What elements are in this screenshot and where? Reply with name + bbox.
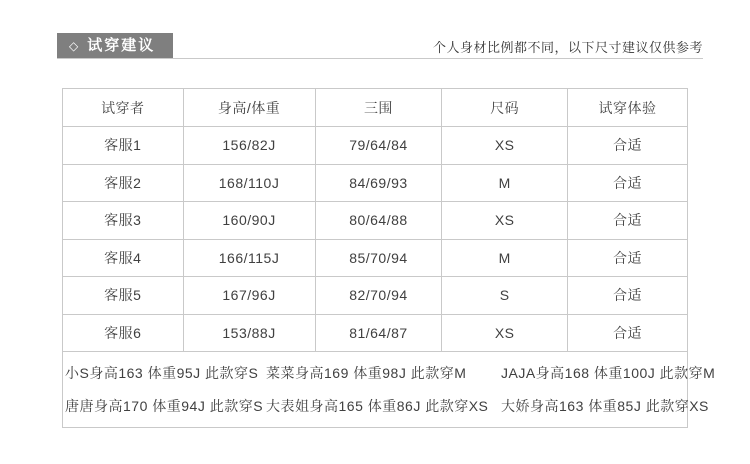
cell-height-weight: 166/115J (183, 239, 315, 277)
cell-tester: 客服5 (63, 277, 184, 315)
cell-size: XS (442, 314, 568, 352)
cell-height-weight: 160/90J (183, 202, 315, 240)
header-row (63, 89, 688, 127)
fit-advice-title: 试穿建议 (87, 37, 156, 54)
cell-tester: 客服3 (63, 202, 184, 240)
cell-height-weight: 156/82J (183, 127, 315, 165)
table-row (63, 277, 688, 315)
note-item: 大表姐身高165 体重86J 此款穿XS (266, 398, 489, 414)
cell-experience: 合适 (568, 277, 688, 315)
diamond-icon: ◇ (69, 38, 79, 53)
cell-size: XS (442, 127, 568, 165)
cell-experience: 合适 (568, 127, 688, 165)
table-row (63, 239, 688, 277)
cell-measurements: 80/64/88 (315, 202, 442, 240)
column-header-tester: 试穿者 (63, 89, 184, 127)
table-row (63, 127, 688, 165)
cell-size: M (442, 239, 568, 277)
cell-tester: 客服2 (63, 164, 184, 202)
column-header-measurements: 三围 (315, 89, 442, 127)
cell-measurements: 81/64/87 (315, 314, 442, 352)
cell-measurements: 82/70/94 (315, 277, 442, 315)
notes-row (63, 352, 688, 428)
note-item: 菜菜身高169 体重98J 此款穿M (266, 365, 467, 381)
cell-measurements: 79/64/84 (315, 127, 442, 165)
cell-measurements: 85/70/94 (315, 239, 442, 277)
cell-experience: 合适 (568, 239, 688, 277)
cell-experience: 合适 (568, 314, 688, 352)
cell-size: S (442, 277, 568, 315)
cell-tester: 客服4 (63, 239, 184, 277)
note-item: 唐唐身高170 体重94J 此款穿S (65, 398, 264, 414)
cell-height-weight: 167/96J (183, 277, 315, 315)
fit-advice-badge (57, 33, 173, 58)
table-row (63, 202, 688, 240)
fit-table (62, 88, 716, 428)
column-header-size: 尺码 (442, 89, 568, 127)
note-item: 小S身高163 体重95J 此款穿S (65, 365, 259, 381)
cell-height-weight: 153/88J (183, 314, 315, 352)
header-divider (57, 58, 703, 59)
column-header-experience: 试穿体验 (568, 89, 688, 127)
cell-tester: 客服1 (63, 127, 184, 165)
cell-tester: 客服6 (63, 314, 184, 352)
cell-experience: 合适 (568, 202, 688, 240)
note-item: JAJA身高168 体重100J 此款穿M (501, 365, 716, 381)
notes-line (65, 390, 709, 423)
table-row (63, 164, 688, 202)
note-item: 大娇身高163 体重85J 此款穿XS (501, 398, 709, 414)
disclaimer-note: 个人身材比例都不同，以下尺寸建议仅供参考 (432, 40, 703, 55)
cell-height-weight: 168/110J (183, 164, 315, 202)
table-row (63, 314, 688, 352)
cell-measurements: 84/69/93 (315, 164, 442, 202)
cell-size: M (442, 164, 568, 202)
column-header-height-weight: 身高/体重 (183, 89, 315, 127)
cell-size: XS (442, 202, 568, 240)
cell-experience: 合适 (568, 164, 688, 202)
notes-cell (63, 352, 716, 428)
notes-line (65, 357, 716, 390)
